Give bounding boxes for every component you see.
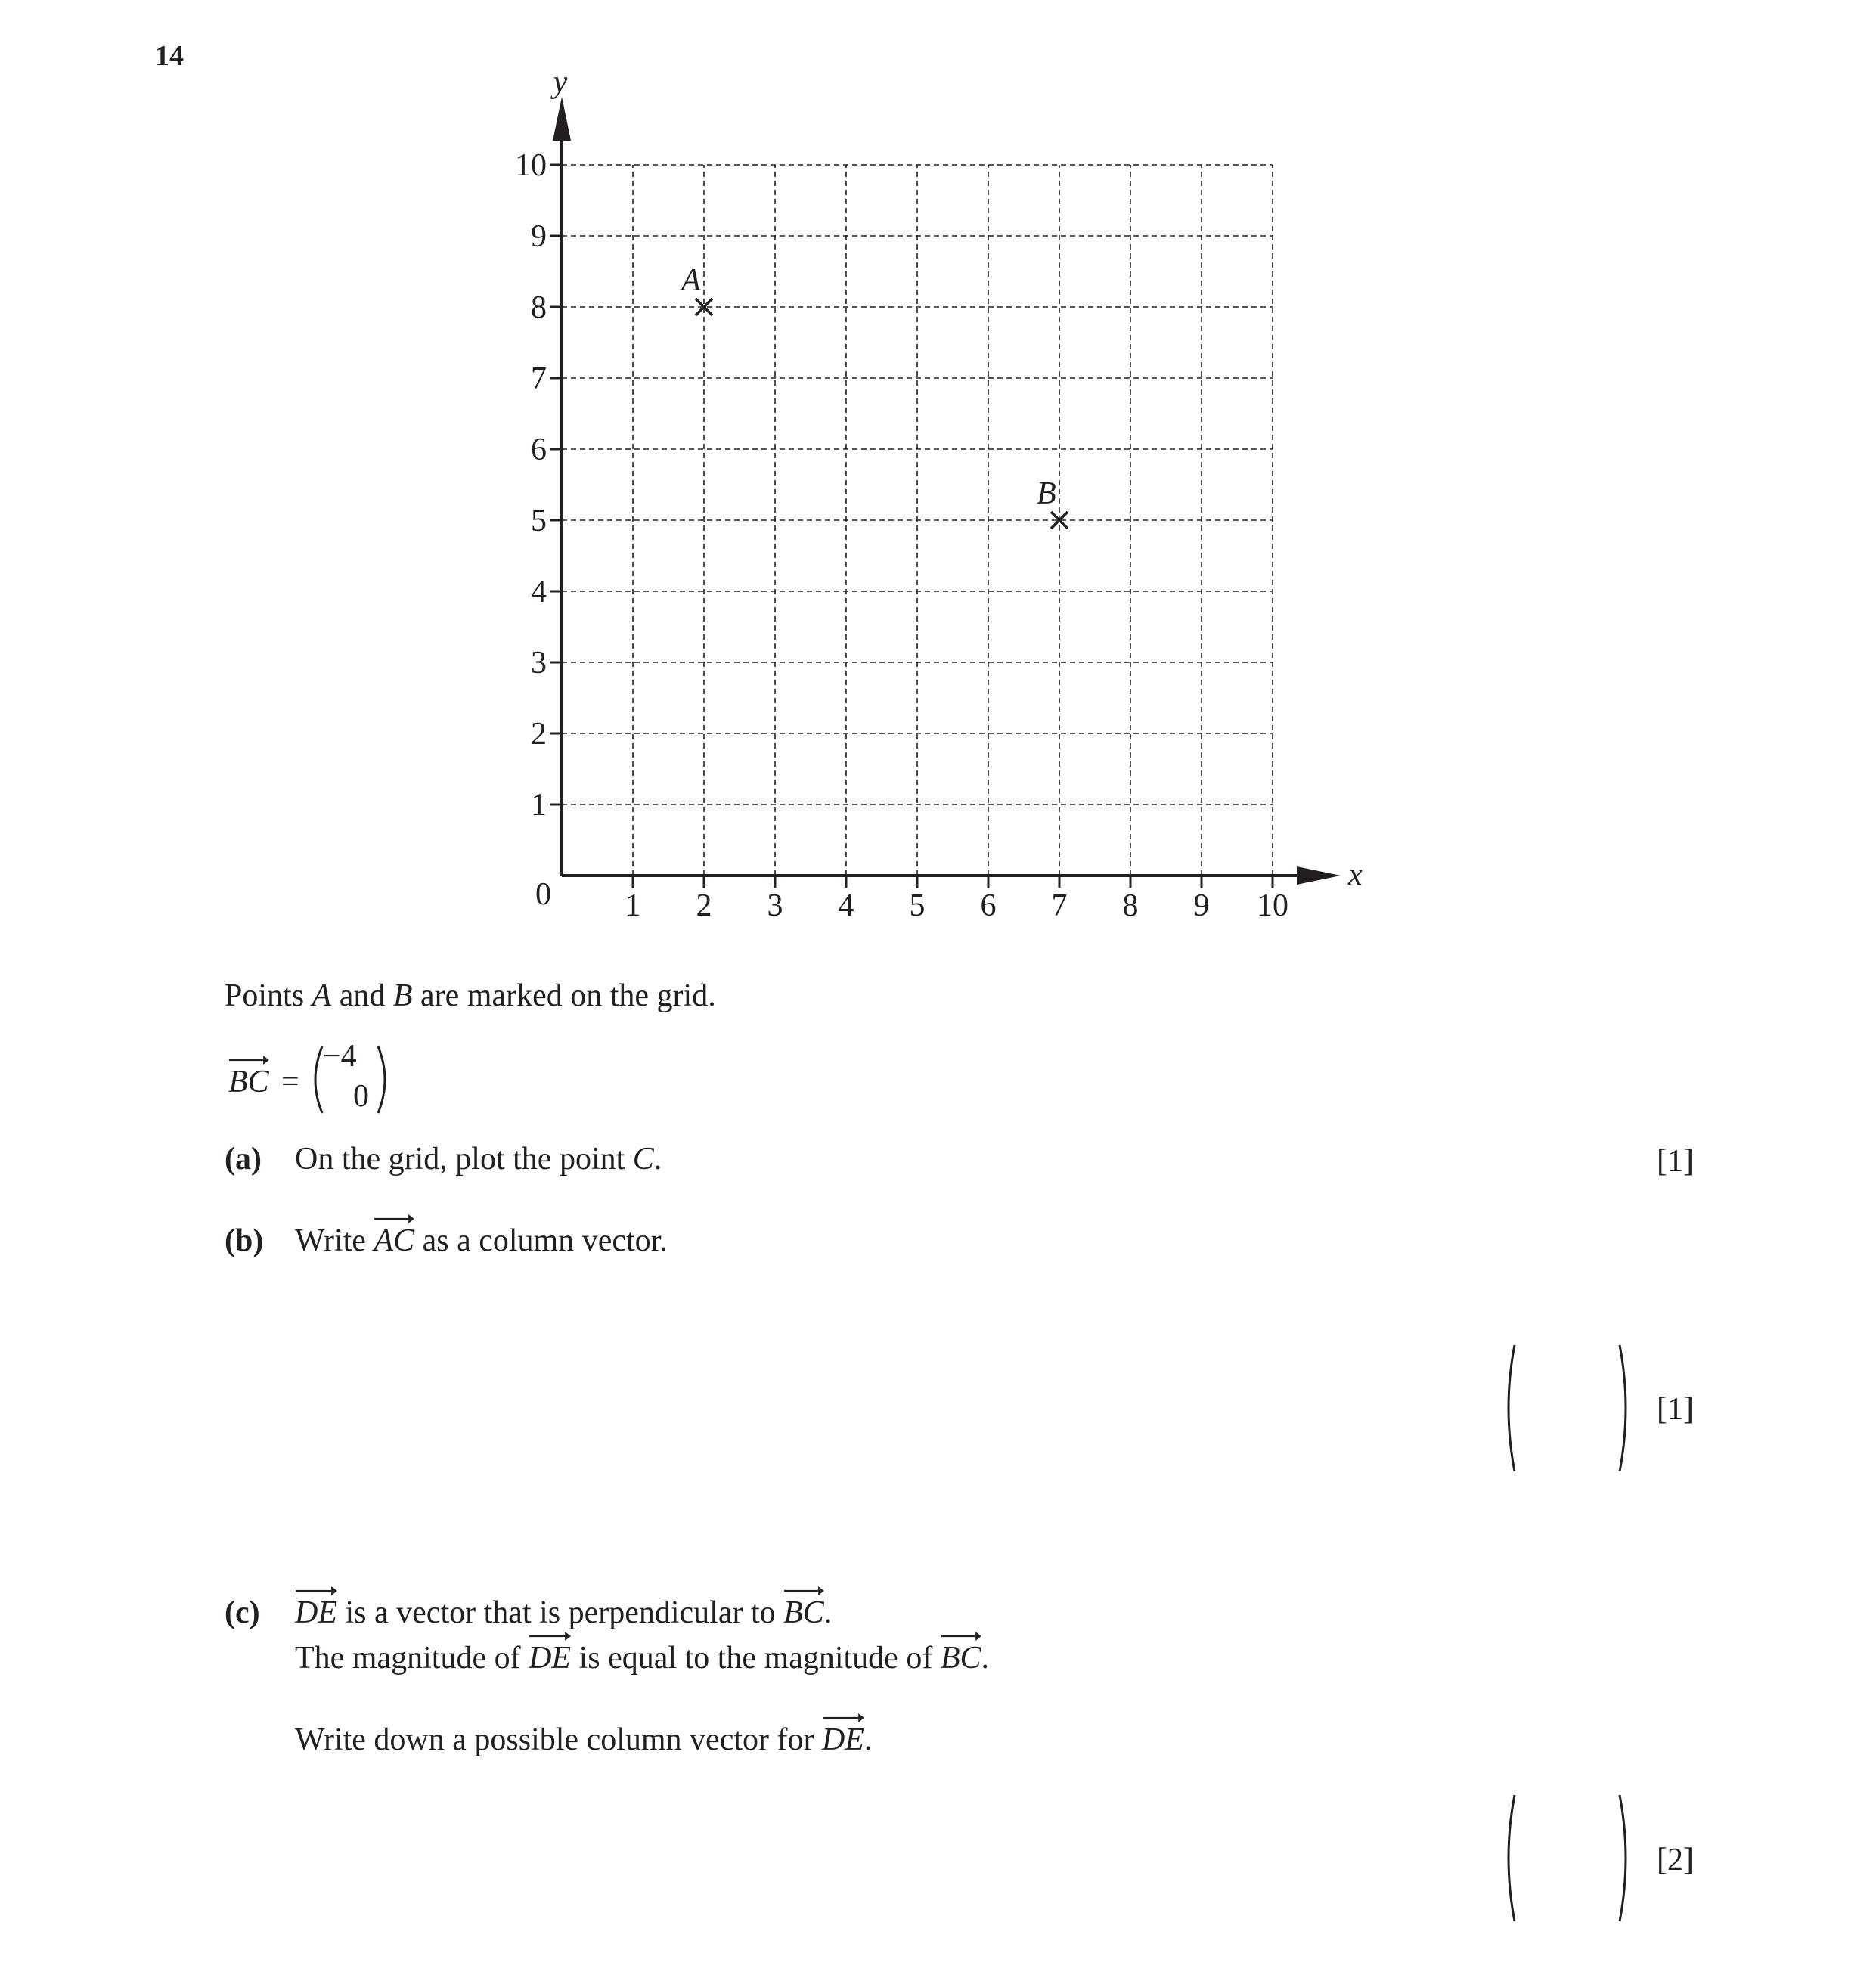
y-tick-label: 7 (531, 361, 547, 396)
part-c-line-1 (295, 1597, 832, 1629)
point-a-label: A (681, 263, 701, 298)
part-c-line2-vector2-text: BC (940, 1641, 981, 1676)
x-tick-label: 10 (1257, 888, 1288, 923)
intro-sentence (225, 980, 716, 1012)
part-c-line1-text: is a vector that is perpendicular to (337, 1595, 784, 1630)
part-c-line2-text: The magnitude of (295, 1641, 529, 1676)
vector-arrow-icon (783, 1585, 824, 1597)
part-c-line1-vector (295, 1597, 337, 1629)
vector-arrow-icon (529, 1630, 571, 1642)
x-tick-label: 6 (980, 888, 997, 923)
point-b-label: B (1037, 476, 1056, 511)
part-a-text-end: . (653, 1142, 662, 1177)
given-vector-bottom: 0 (353, 1079, 369, 1114)
y-tick-label: 9 (531, 219, 547, 254)
x-tick-label: 5 (909, 888, 926, 923)
vector-arrow-icon (295, 1585, 337, 1597)
part-c-marks: [2] (1657, 1843, 1694, 1877)
x-tick-label: 9 (1193, 888, 1210, 923)
y-tick-label: 3 (531, 646, 547, 680)
x-tick-label: 4 (838, 888, 854, 923)
x-tick-label: 3 (767, 888, 783, 923)
part-b-marks: [1] (1657, 1392, 1694, 1427)
y-tick-label: 4 (531, 575, 547, 609)
vector-arrow-icon (941, 1630, 981, 1642)
part-c-line2-vector2 (941, 1642, 981, 1674)
question-number: 14 (155, 40, 184, 72)
vector-arrow-icon (228, 1054, 269, 1066)
intro-text-start: Points (225, 978, 312, 1013)
part-c-line1-vector2 (783, 1597, 824, 1629)
part-a-point: C (632, 1142, 654, 1177)
y-axis-label: y (553, 65, 568, 100)
y-tick-label: 10 (515, 148, 547, 183)
given-vector-top: −4 (323, 1039, 357, 1074)
part-c-line1-vector-text: DE (295, 1595, 337, 1630)
part-a-label: (a) (225, 1142, 262, 1177)
part-c-line2-vector-text: DE (529, 1641, 572, 1676)
part-b-text: Write (295, 1223, 374, 1258)
y-tick-label: 6 (531, 432, 547, 467)
part-c-line2-mid: is equal to the magnitude of (571, 1641, 941, 1676)
vector-arrow-icon (374, 1213, 414, 1225)
x-tick-label: 8 (1122, 888, 1139, 923)
intro-text-end: are marked on the grid. (412, 978, 716, 1013)
part-b-question (295, 1225, 668, 1257)
y-tick-label: 5 (531, 504, 547, 538)
part-c-line1-vector2-text: BC (783, 1595, 824, 1630)
part-a-question (295, 1143, 662, 1175)
part-b-vector (374, 1225, 414, 1257)
part-b-answer-brackets[interactable] (1501, 1342, 1633, 1474)
part-b-text-end: as a column vector. (414, 1223, 668, 1258)
part-c-line3-end: . (864, 1722, 873, 1757)
part-c-line-3 (295, 1724, 872, 1756)
part-c-line2-vector (529, 1642, 571, 1674)
vector-arrow-icon (822, 1712, 864, 1724)
part-b-vector-text: AC (374, 1223, 415, 1258)
part-c-answer-brackets[interactable] (1501, 1792, 1633, 1924)
part-c-line3-text: Write down a possible column vector for (295, 1722, 822, 1757)
part-b-label: (b) (225, 1223, 264, 1258)
x-tick-label: 2 (696, 888, 712, 923)
y-axis-arrow-icon (553, 97, 571, 141)
y-tick-label: 1 (531, 788, 547, 823)
part-c-line-2 (295, 1642, 989, 1674)
intro-and: and (331, 978, 393, 1013)
x-tick-label: 7 (1051, 888, 1068, 923)
part-a-marks: [1] (1657, 1144, 1694, 1179)
part-c-line1-end: . (823, 1595, 833, 1630)
coordinate-grid[interactable] (0, 0, 1876, 953)
intro-point-a: A (312, 978, 332, 1013)
y-tick-label: 2 (531, 717, 547, 752)
given-vector-name-text: BC (228, 1065, 269, 1099)
given-vector-equals: = (281, 1065, 299, 1099)
y-tick-label: 8 (531, 290, 547, 325)
given-vector-equation (225, 1039, 406, 1119)
given-vector-name (228, 1066, 269, 1098)
part-a-text: On the grid, plot the point (295, 1142, 633, 1177)
x-tick-label: 1 (625, 888, 641, 923)
x-axis-arrow-icon (1297, 866, 1341, 885)
x-axis-label: x (1348, 857, 1363, 892)
intro-point-b: B (392, 978, 413, 1013)
origin-label: 0 (535, 877, 551, 912)
part-c-label: (c) (225, 1595, 260, 1630)
part-c-line2-end: . (981, 1641, 989, 1676)
part-c-line3-vector (822, 1724, 864, 1756)
part-c-line3-vector-text: DE (821, 1722, 864, 1757)
